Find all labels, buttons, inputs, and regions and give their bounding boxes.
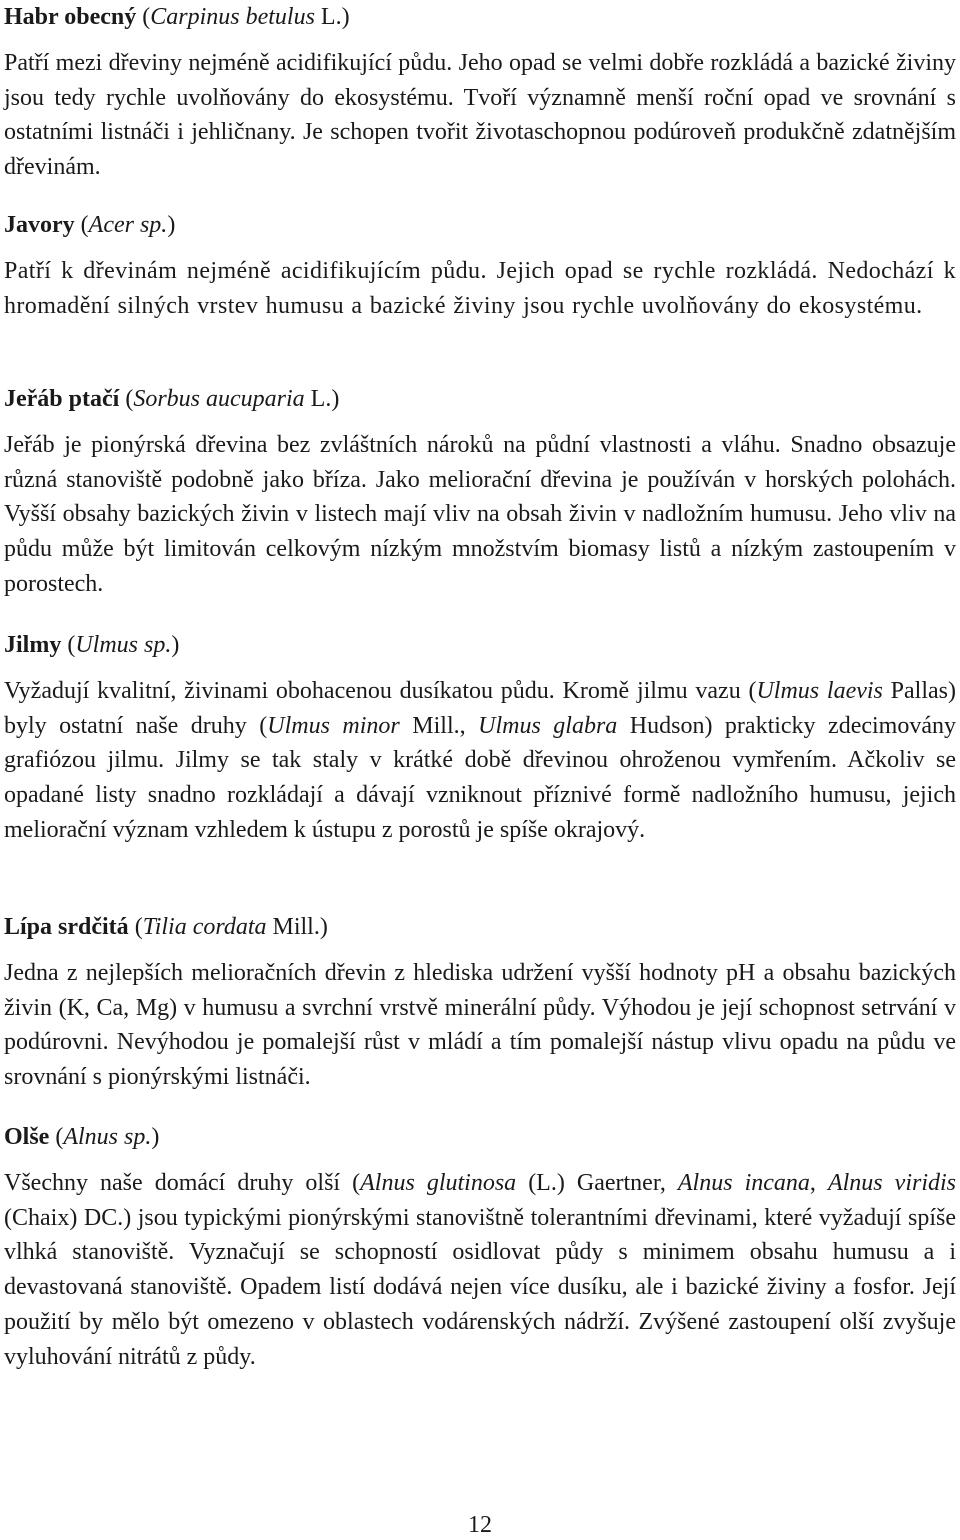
species-author: Mill. (272, 914, 320, 940)
section-paragraph: Jeřáb je pionýrská dřevina bez zvláštních nároků na půdní vlastnosti a vláhu. Snadno obsazuje různá stanoviště podobně jako bříza. Jako meliorační dřevina je používán v horských polohách. Vyšší obsahy bazických živin v listech mají vliv na obsah živin v nadložním humusu. Jeho vliv na půdu může být limitován celkovým nízkým množstvím biomasy listů a nízkým zastoupením v porostech. (4, 432, 956, 597)
species-name: Olše (4, 1124, 50, 1150)
section-heading: Olše (Alnus sp.) (4, 1124, 160, 1150)
species-latin: Ulmus sp. (75, 632, 172, 658)
section-heading: Habr obecný (Carpinus betulus L.) (4, 4, 350, 30)
species-latin: Sorbus aucuparia (133, 386, 305, 412)
section-habr (4, 0, 956, 185)
section-paragraph: Jedna z nejlepších melioračních dřevin z hlediska udržení vyšší hodnoty pH a obsahu bazických živin (K, Ca, Mg) v humusu a svrchní vrstvě minerální půdy. Výhodou je její schopnost setrvání v podúrovni. Nevýhodou je pomalejší růst v mládí a tím pomalejší nástup vlivu opadu na půdu ve srovnání s pionýrskými listnáči. (4, 960, 956, 1091)
section-jerab (4, 382, 956, 602)
section-paragraph: Patří mezi dřeviny nejméně acidifikující půdu. Jeho opad se velmi dobře rozkládá a bazické živiny jsou tedy rychle uvolňovány do ekosystému. Tvoří významně menší roční opad ve srovnání s ostatními listnáči i jehličnany. Je schopen tvořit životaschopnou podúroveň produkčně zdatnějším dřevinám. (4, 50, 956, 181)
species-latin: Carpinus betulus (150, 4, 315, 30)
section-heading: Lípa srdčitá (Tilia cordata Mill.) (4, 914, 328, 940)
section-olse (4, 1120, 956, 1374)
section-paragraph: Vyžadují kvalitní, živinami obohacenou dusíkatou půdu. Kromě jilmu vazu (Ulmus laevis Pallas) byly ostatní naše druhy (Ulmus minor Mill., Ulmus glabra Hudson) prakticky zdecimovány grafiózou jilmu. Jilmy se tak staly v krátké době dřevinou ohroženou vymřením. Ačkoliv se opadané listy snadno rozkládají a dávají vzniknout příznivé formě nadložního humusu, jejich meliorační význam vzhledem k ústupu z porostů je spíše okrajový. (4, 678, 956, 843)
species-name: Javory (4, 212, 75, 238)
species-author: L. (310, 386, 332, 412)
species-latin: Tilia cordata (142, 914, 267, 940)
species-author: L. (320, 4, 342, 30)
section-heading: Javory (Acer sp.) (4, 212, 176, 238)
species-name: Habr obecný (4, 4, 137, 30)
species-name: Jilmy (4, 632, 62, 658)
species-latin: Alnus sp. (63, 1124, 152, 1150)
section-paragraph: Všechny naše domácí druhy olší (Alnus glutinosa (L.) Gaertner, Alnus incana, Alnus viridis (Chaix) DC.) jsou typickými pionýrskými stanovištně tolerantními dřevinami, které vyžadují spíše vlhká stanoviště. Vyznačují se schopností osidlovat půdy s minimem obsahu humusu a i devastovaná stanoviště. Opadem listí dodává nejen více dusíku, ale i bazické živiny a fosfor. Její použití by mělo být omezeno v oblastech vodárenských nádrží. Zvýšené zastoupení olší zvyšuje vyluhování nitrátů z půdy. (4, 1170, 957, 1370)
species-name: Jeřáb ptačí (4, 386, 120, 412)
section-heading: Jeřáb ptačí (Sorbus aucuparia L.) (4, 386, 340, 412)
section-lipa (4, 910, 956, 1095)
section-heading: Jilmy (Ulmus sp.) (4, 632, 180, 658)
section-jilmy (4, 628, 956, 848)
section-paragraph: Patří k dřevinám nejméně acidifikujícím půdu. Jejich opad se rychle rozkládá. Nedochází k hromadění silných vrstev humusu a bazické živiny jsou rychle uvolňovány do ekosystému. (4, 258, 956, 319)
page-number: 12 (468, 1512, 492, 1538)
species-latin: Acer sp. (88, 212, 168, 238)
section-javory (4, 208, 956, 323)
species-name: Lípa srdčitá (4, 914, 129, 940)
